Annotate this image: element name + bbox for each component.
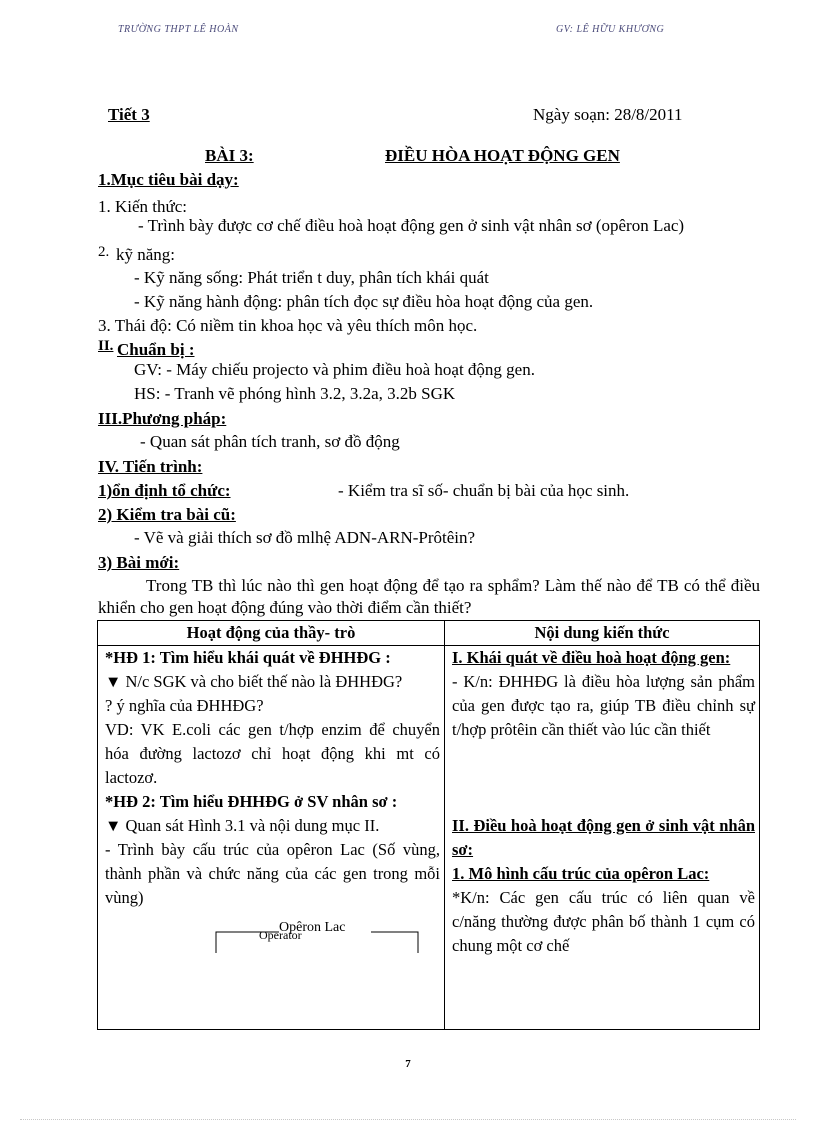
new-lesson-intro: Trong TB thì lúc nào thì gen hoạt động để tạo ra sphẩm? Làm thế nào để TB có thể điều khiển cho gen hoạt động đúng vào thời điểm cần thiết? — [98, 576, 760, 617]
method-heading: III.Phương pháp: — [98, 409, 227, 428]
step3-label: 3) Bài mới: — [98, 553, 180, 572]
activity-2-observe: ▼ Quan sát Hình 3.1 và nội dung mục II. — [105, 816, 380, 835]
knowledge-item: - Trình bày được cơ chế điều hoà hoạt động gen ở sinh vật nhân sơ (opêron Lac) — [138, 216, 685, 235]
section-1-heading: I. Khái quát về điều hoà hoạt động gen: — [452, 648, 731, 667]
skills-label: kỹ năng: — [116, 245, 176, 264]
page-divider — [20, 1119, 796, 1120]
section-2-heading: II. Điều hoà hoạt động gen ở sinh vật nhân sơ: — [452, 816, 755, 859]
operon-diagram — [105, 920, 440, 962]
objectives-heading: 1.Mục tiêu bài dạy: — [98, 170, 239, 189]
step2-label: 2) Kiểm tra bài cũ: — [98, 505, 236, 524]
activities-cell — [98, 646, 445, 1030]
operon-definition: *K/n: Các gen cấu trúc có liên quan về c/năng thường được phân bố thành 1 cụm có chung một cơ chế — [452, 888, 755, 955]
attitude: 3. Thái độ: Có niềm tin khoa học và yêu thích môn học. — [98, 316, 478, 335]
operator-label: Operator — [259, 928, 302, 942]
subsection-1-heading: 1. Mô hình cấu trúc của opêron Lac: — [452, 864, 710, 883]
activity-2-heading: *HĐ 2: Tìm hiểu ĐHHĐG ở SV nhân sơ : — [105, 792, 398, 811]
activity-1-example: VD: VK E.coli các gen t/hợp enzim để chuyển hóa đường lactozơ chỉ hoạt động khi mt có lactozơ. — [105, 720, 440, 787]
step1-label: 1)ổn định tổ chức: — [98, 481, 231, 500]
section-1-definition: - K/n: ĐHHĐG là điều hòa lượng sản phẩm của gen được tạo ra, giúp TB điều chỉnh sự t/hợp prôtêin cần thiết vào lúc cần thiết — [452, 672, 755, 739]
process-heading: IV. Tiến trình: — [98, 457, 203, 476]
activity-1-question: ▼ N/c SGK và cho biết thế nào là ĐHHĐG? — [105, 672, 403, 691]
prep-teacher: GV: - Máy chiếu projecto và phim điều hoà hoạt động gen. — [134, 360, 535, 379]
lesson-title: ĐIỀU HÒA HOẠT ĐỘNG GEN — [385, 146, 620, 165]
header-school: TRƯỜNG THPT LÊ HOÀN — [118, 24, 239, 35]
content-cell — [445, 646, 760, 1030]
prep-date: Ngày soạn: 28/8/2011 — [533, 105, 683, 124]
page-number: 7 — [405, 1058, 411, 1070]
skill-2: - Kỹ năng hành động: phân tích đọc sự điều hòa hoạt động của gen. — [134, 292, 594, 311]
prep-heading: Chuẩn bị : — [117, 340, 195, 359]
table-header-activities: Hoạt động của thầy- trò — [98, 621, 445, 646]
knowledge-label: 1. Kiến thức: — [98, 197, 188, 216]
lesson-table — [97, 620, 760, 1030]
method-item: - Quan sát phân tích tranh, sơ đồ động — [140, 432, 400, 451]
header-teacher: GV: LÊ HỮU KHƯƠNG — [556, 24, 665, 35]
step2-text: - Vẽ và giải thích sơ đồ mlhệ ADN-ARN-Prôtêin? — [134, 528, 476, 547]
prep-number: II. — [98, 338, 114, 354]
lesson-number: Tiết 3 — [108, 105, 150, 124]
skill-1: - Kỹ năng sống: Phát triển t duy, phân tích khái quát — [134, 268, 489, 287]
step1-text: - Kiểm tra sĩ số- chuẩn bị bài của học sinh. — [338, 481, 630, 500]
operon-lac-label: Opêron Lac — [279, 920, 346, 935]
activity-2-task: - Trình bày cấu trúc của opêron Lac (Số vùng, thành phần và chức năng của các gen trong mỗi vùng) — [105, 840, 440, 907]
table-header-content: Nội dung kiến thức — [445, 621, 760, 646]
activity-1-meaning: ? ý nghĩa của ĐHHĐG? — [105, 696, 264, 715]
activity-1-heading: *HĐ 1: Tìm hiểu khái quát về ĐHHĐG : — [105, 648, 391, 667]
skills-number: 2. — [98, 244, 110, 260]
lesson-label: BÀI 3: — [205, 146, 254, 165]
prep-student: HS: - Tranh vẽ phóng hình 3.2, 3.2a, 3.2b SGK — [134, 384, 456, 403]
